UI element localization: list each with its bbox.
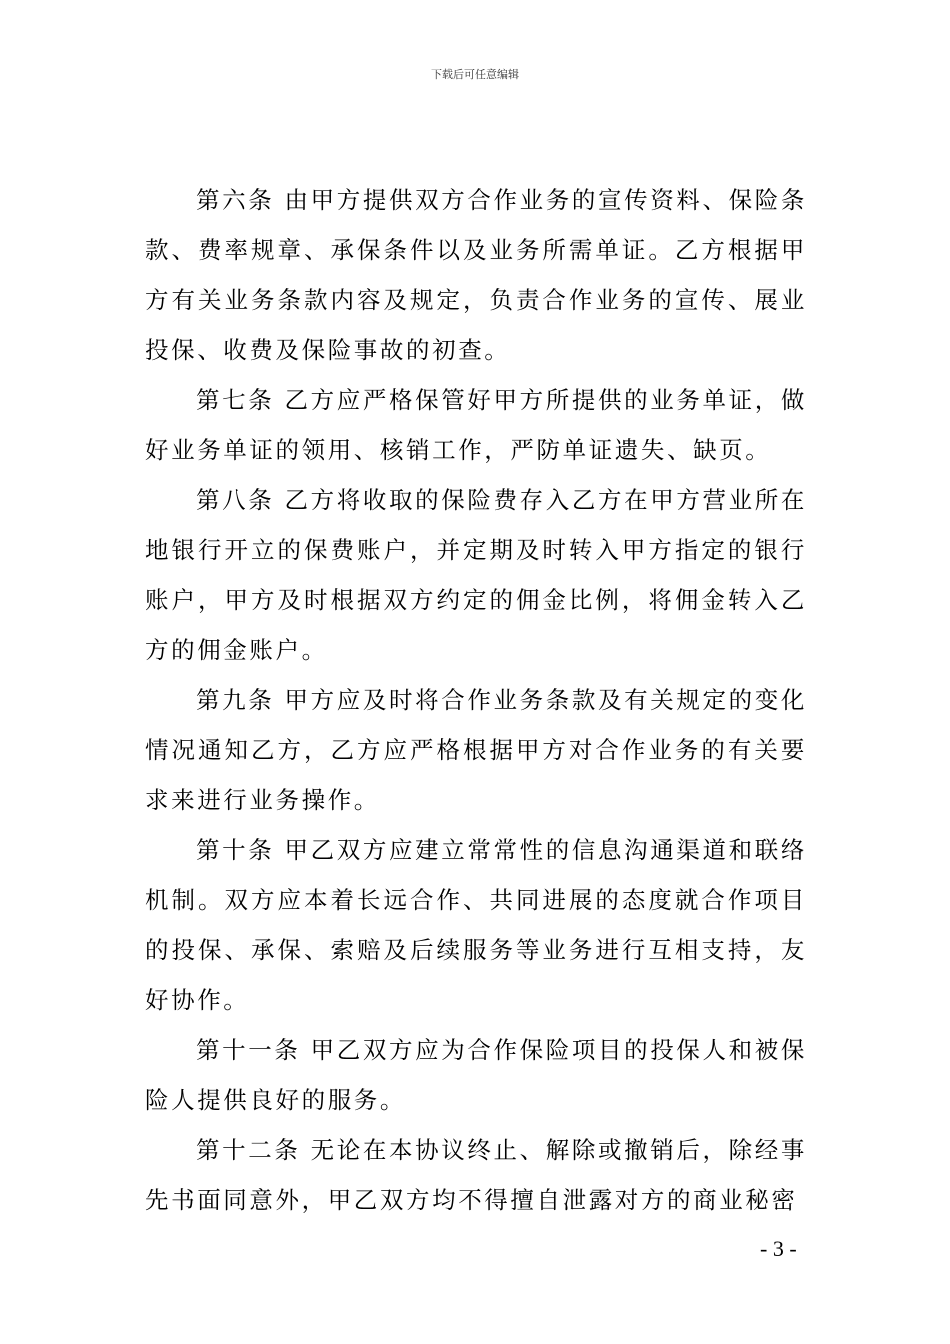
page-header: 下载后可任意编辑 <box>431 68 519 81</box>
page-number: - 3 - <box>760 1236 797 1261</box>
article-9: 第九条 甲方应及时将合作业务条款及有关规定的变化情况通知乙方，乙方应严格根据甲方对合作业务的有关要求来进行业务操作。 <box>145 686 807 814</box>
article-6: 第六条 由甲方提供双方合作业务的宣传资料、保险条款、费率规章、承保条件以及业务所需单证。乙方根据甲方有关业务条款内容及规定，负责合作业务的宣传、展业投保、收费及保险事故的初查。 <box>145 186 807 364</box>
article-11: 第十一条 甲乙双方应为合作保险项目的投保人和被保险人提供良好的服务。 <box>145 1036 807 1114</box>
article-10: 第十条 甲乙双方应建立常常性的信息沟通渠道和联络机制。双方应本着长远合作、共同进展的态度就合作项目的投保、承保、索赔及后续服务等业务进行互相支持，友好协作。 <box>145 836 807 1014</box>
document-body <box>145 175 807 1225</box>
article-12: 第十二条 无论在本协议终止、解除或撤销后，除经事先书面同意外，甲乙双方均不得擅自泄露对方的商业秘密 <box>145 1136 807 1214</box>
article-7: 第七条 乙方应严格保管好甲方所提供的业务单证，做好业务单证的领用、核销工作，严防单证遗失、缺页。 <box>145 386 807 464</box>
article-8: 第八条 乙方将收取的保险费存入乙方在甲方营业所在地银行开立的保费账户，并定期及时转入甲方指定的银行账户，甲方及时根据双方约定的佣金比例，将佣金转入乙方的佣金账户。 <box>145 486 807 664</box>
